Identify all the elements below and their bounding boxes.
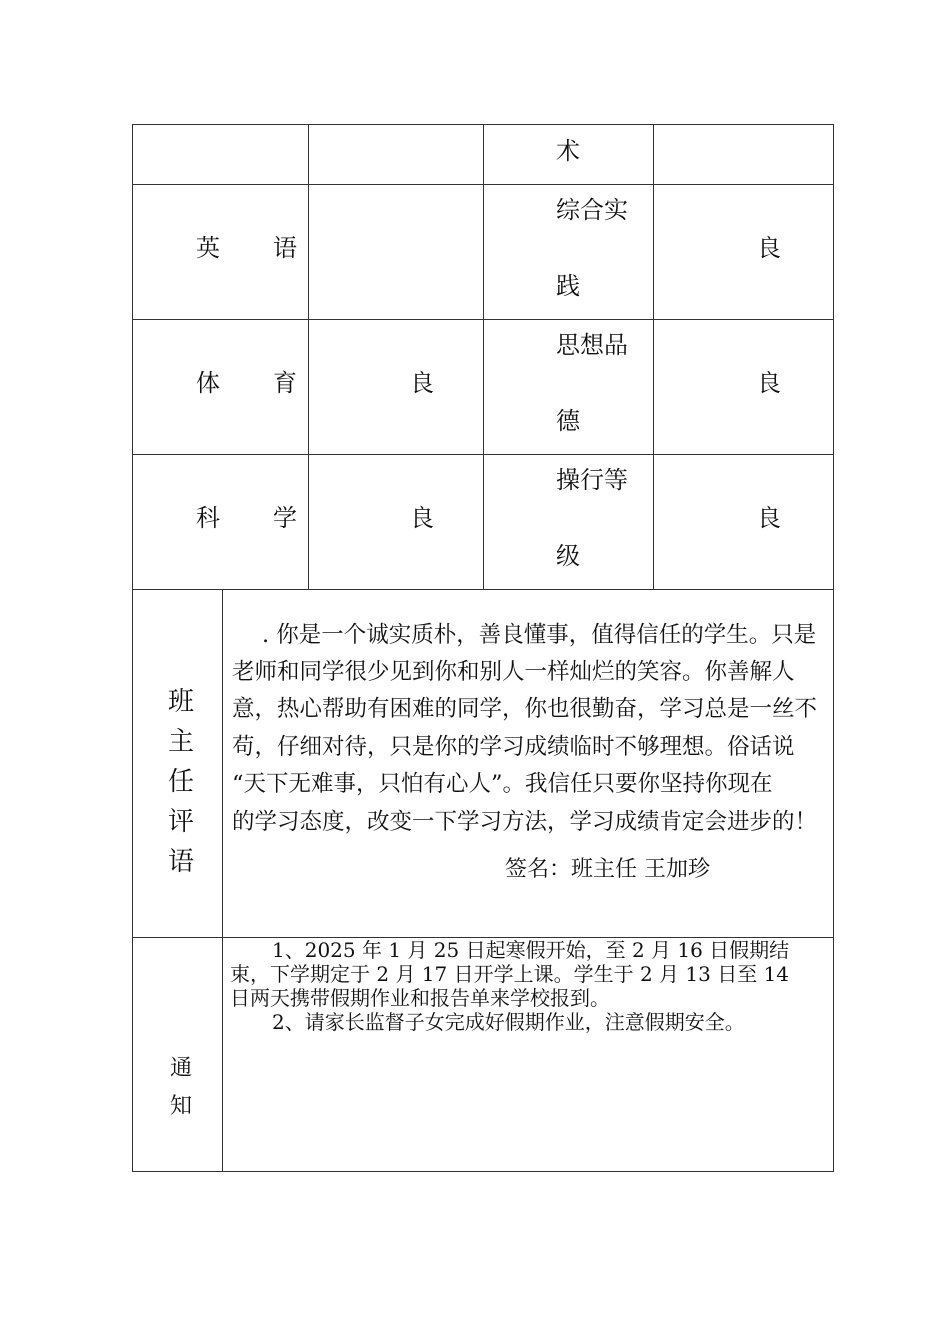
subject-name: 科 [196, 504, 220, 532]
subject-name: 育 [273, 369, 297, 397]
subject-name: 操行等 [556, 466, 628, 494]
table-border-left [132, 124, 133, 1172]
notice-line: 日两天携带假期作业和报告单来学校报到。 [230, 986, 610, 1010]
teacher-signature: 签名：班主任 王加珍 [505, 857, 710, 882]
notice-label-char: 知 [169, 1094, 192, 1119]
label-column-divider [222, 589, 223, 1172]
subject-name: 践 [556, 272, 580, 300]
comment-line: 的学习态度，改变一下学习方法，学习成绩肯定会进步的！ [232, 809, 818, 835]
column-divider [308, 124, 309, 590]
grade-value: 良 [757, 504, 781, 532]
comment-label-char: 评 [167, 807, 194, 837]
subject-name: 综合实 [556, 196, 628, 224]
notice-label-char: 通 [169, 1056, 192, 1081]
grade-value: 良 [410, 504, 434, 532]
comment-label [166, 682, 196, 882]
notice-line: 1、2025 年 1 月 25 日起寒假开始，至 2 月 16 日假期结 [272, 938, 790, 962]
comment-line: 老师和同学很少见到你和别人一样灿烂的笑容。你善解人 [232, 659, 795, 685]
grade-value: 良 [410, 369, 434, 397]
grade-value: 良 [757, 369, 781, 397]
comment-label-char: 主 [167, 727, 194, 757]
subject-name: 学 [273, 504, 297, 532]
column-divider [653, 124, 654, 590]
comment-line: . 你是一个诚实质朴，善良懂事，值得信任的学生。只是 [262, 622, 817, 648]
subject-name: 英 [196, 234, 220, 262]
column-divider [483, 124, 484, 590]
table-border-right [833, 124, 834, 1172]
subject-name: 语 [273, 234, 297, 262]
grade-value: 良 [757, 234, 781, 262]
subject-name: 德 [556, 407, 580, 435]
notice-label [166, 1050, 196, 1126]
subject-name: 术 [556, 137, 580, 165]
comment-label-char: 语 [167, 847, 194, 877]
comment-line: “天下无难事，只怕有心人”。我信任只要你坚持你现在 [232, 771, 773, 797]
notice-line: 2、请家长监督子女完成好假期作业，注意假期安全。 [272, 1010, 745, 1034]
notice-line: 束，下学期定于 2 月 17 日开学上课。学生于 2 月 13 日至 14 [230, 962, 790, 986]
subject-name: 级 [556, 542, 580, 570]
comment-line: 苟，仔细对待，只是你的学习成绩临时不够理想。俗话说 [232, 734, 795, 760]
subject-name: 体 [196, 369, 220, 397]
table-border-bottom [132, 1171, 834, 1172]
subject-name: 思想品 [556, 331, 628, 359]
comment-label-char: 班 [167, 687, 194, 717]
comment-label-char: 任 [167, 767, 194, 797]
comment-line: 意，热心帮助有困难的同学，你也很勤奋，学习总是一丝不 [232, 696, 818, 722]
